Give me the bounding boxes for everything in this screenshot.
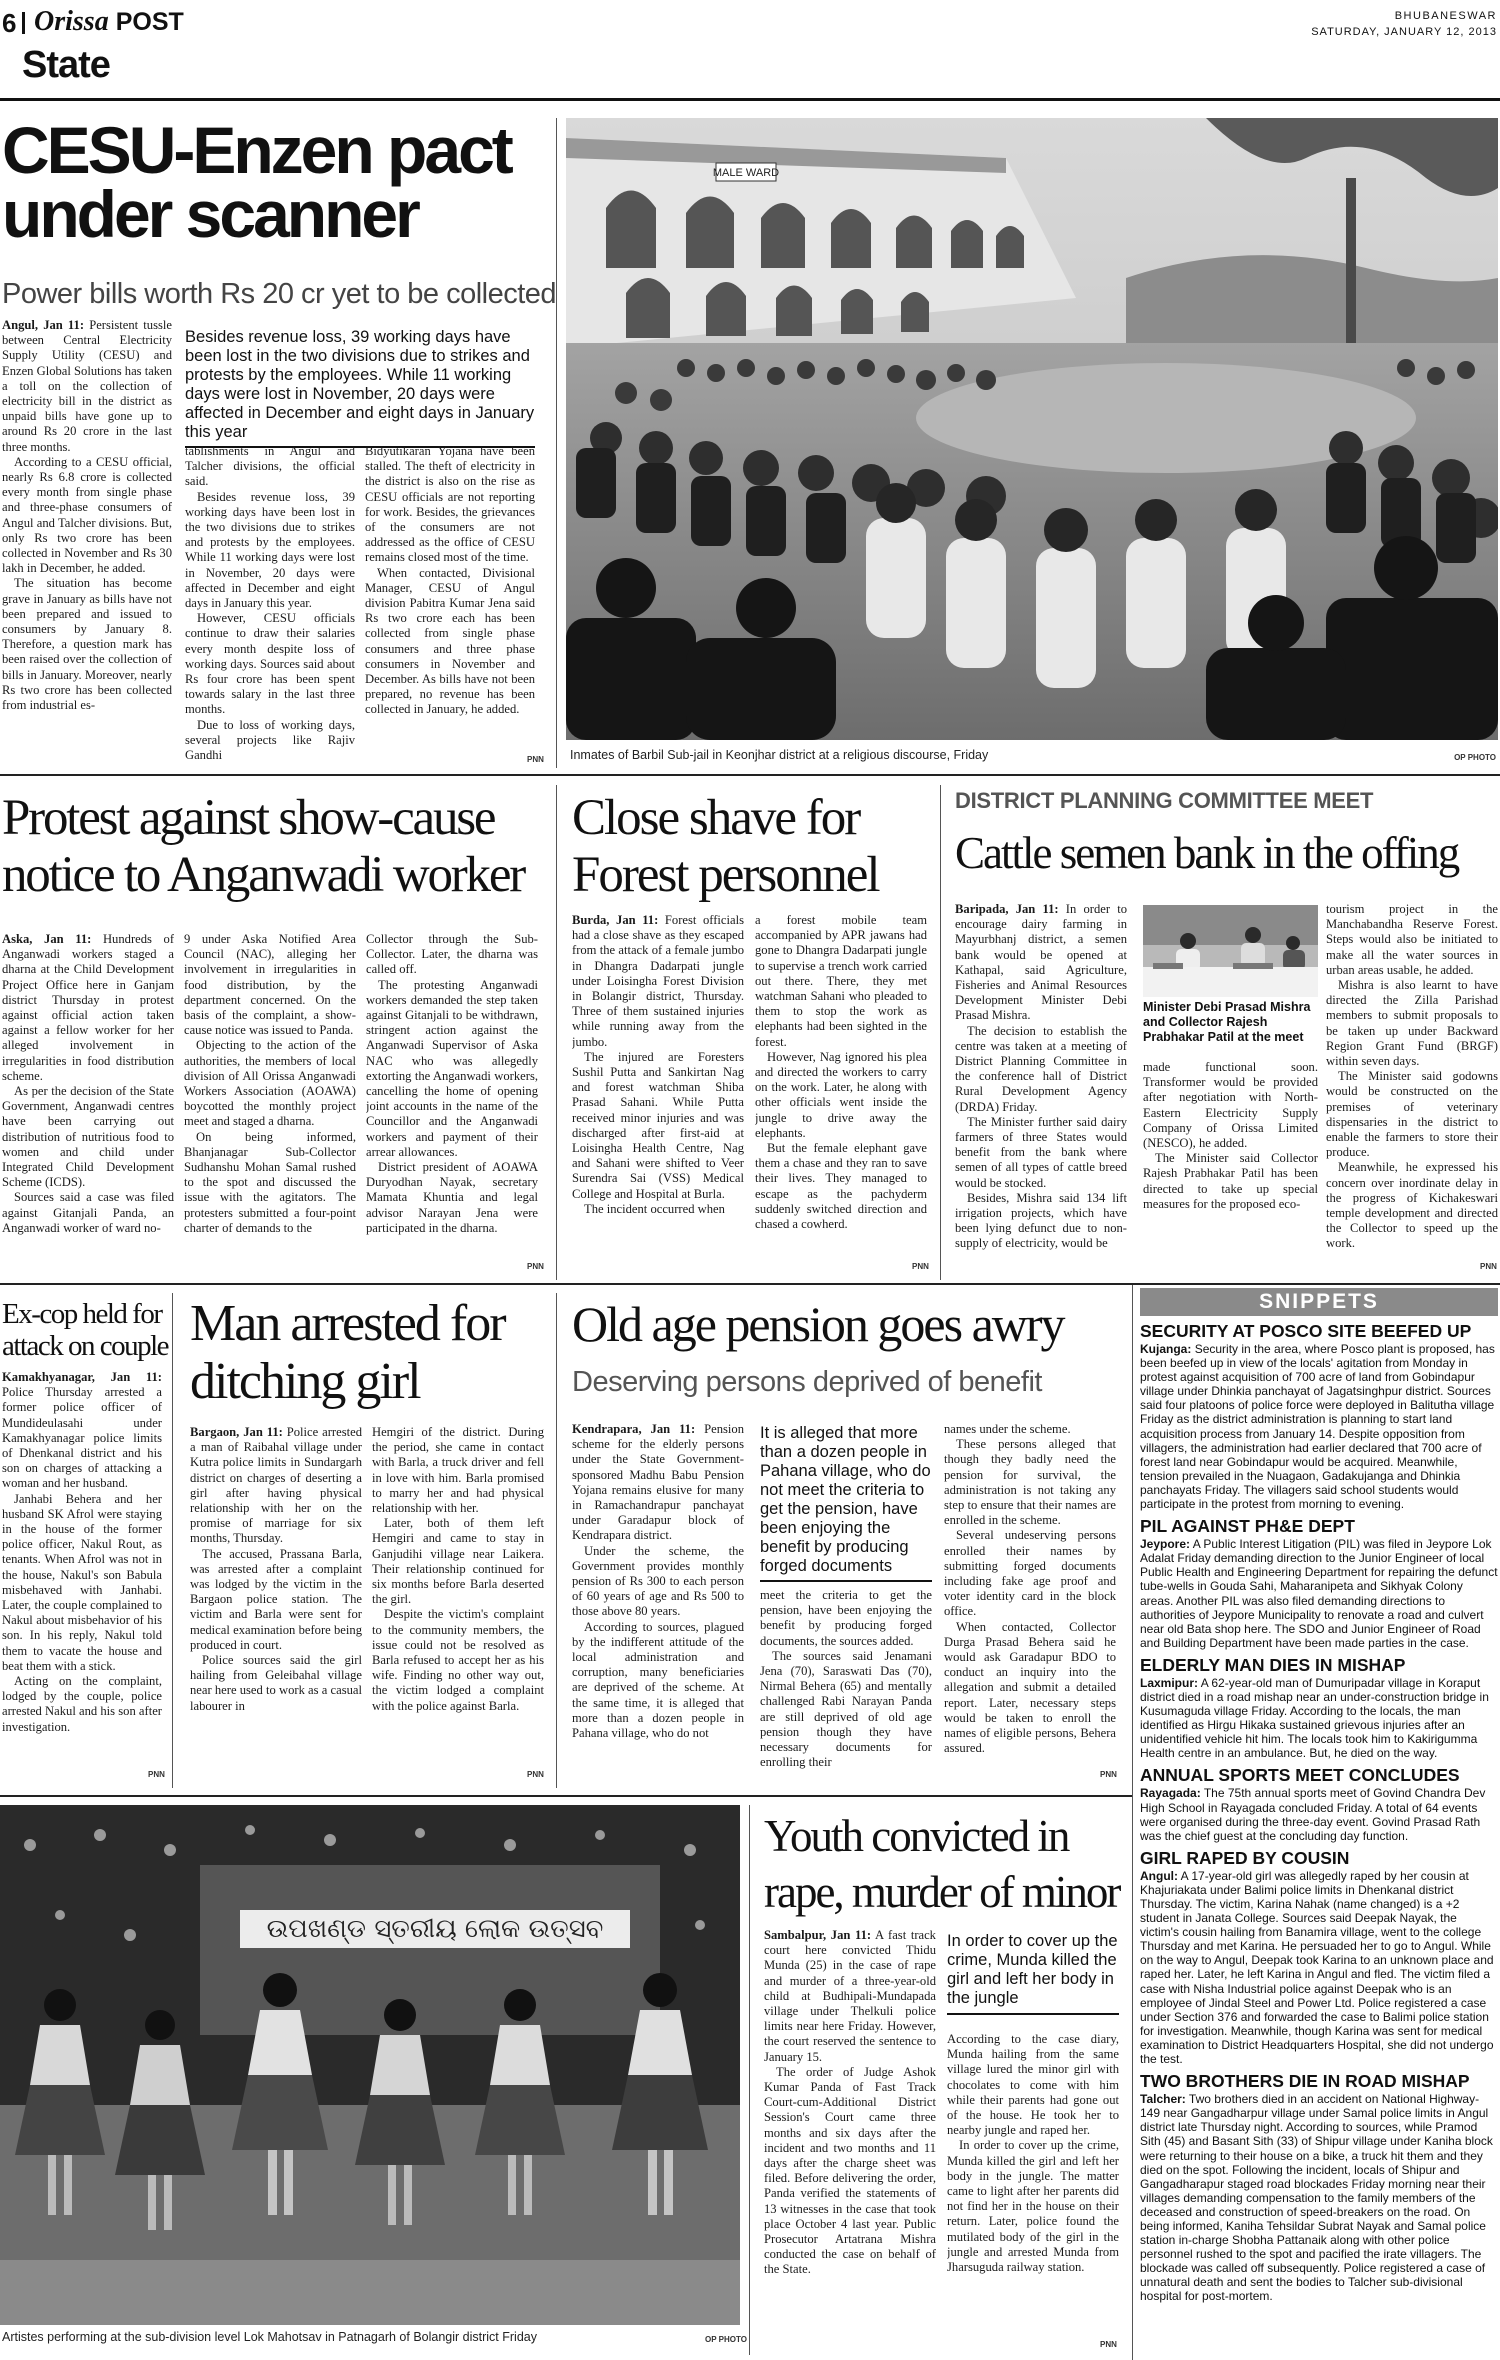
lead-headline-line2: under scanner xyxy=(2,177,418,251)
lead-credit: PNN xyxy=(527,755,544,764)
anganwadi-col1-text: Hundreds of Anganwadi workers staged a dharna at the Child Development Project Office here in Ganjam district Thursday in protest against official action taken against a fellow worker for her alleged involvement in irregularities in food distribution scheme. xyxy=(2,932,174,1083)
lead-col2-p4: Due to loss of working days, several projects like Rajiv Gandhi xyxy=(185,717,355,763)
snippet-text xyxy=(1140,1537,1498,1650)
masthead xyxy=(0,0,1500,100)
cattle-col3-p3: The Minister said godowns would be constructed on the premises of veterinary dispensaries in the district to enable the farmers to store their produce. xyxy=(1326,1069,1498,1160)
pension-col3-p1: names under the scheme. xyxy=(944,1422,1071,1436)
snippet-headline: PIL AGAINST PH&E DEPT xyxy=(1140,1516,1355,1537)
cattle-col3-p4: Meanwhile, he expressed his concern over inordinate delay in the progress of Kichakeswari temple development and directed the Collector to speed up the work. xyxy=(1326,1160,1498,1251)
snippet-text xyxy=(1140,1786,1498,1842)
dance-banner-text: ଉପଖଣ୍ଡ ସ୍ତରୀୟ ଲୋକ ଉତ୍ସବ xyxy=(266,1914,604,1944)
forest-credit: PNN xyxy=(912,1262,929,1271)
youth-dateline: Sambalpur, Jan 11: xyxy=(764,1928,872,1942)
dance-photo xyxy=(0,1805,740,2325)
anganwadi-headline-line2: notice to Anganwadi worker xyxy=(2,847,525,903)
snippet-body: A 62-year-old man of Dumuripadar village in Koraput district died in a road mishap near an under-construction bridge in Kusumaguda village Friday. According to the locals, the man identified as Hirgu Hikaka sustained grievous injuries after an unidentified vehicle hit him. The locals took him to Kakirigumma Health centre in an ambulance. But, he died on the way. xyxy=(1140,1675,1489,1761)
ditching-col-2 xyxy=(372,1425,544,1780)
snippets-list xyxy=(1140,1321,1498,2304)
forest-col-2 xyxy=(755,913,927,1271)
snippet-dateline: Laxmipur: xyxy=(1140,1675,1199,1690)
band4-divider xyxy=(749,1805,750,2355)
snippet-dateline: Talcher: xyxy=(1140,2092,1186,2107)
forest-col1-p1 xyxy=(572,913,744,1050)
cattle-kicker: DISTRICT PLANNING COMMITTEE MEET xyxy=(955,788,1374,813)
cattle-credit: PNN xyxy=(1480,1262,1497,1271)
excop-col1-p3: Acting on the complaint, lodged by the couple, police arrested Nakul and his son after investigation. xyxy=(2,1674,162,1734)
youth-col2-p2: In order to cover up the crime, Munda killed the girl and left her body in the jungle. The matter came to light after her parents did not find her in the house on their return. Later, police found the mutilated body of the girl in the jungle and arrested Munda from Jharsuguda railway station. xyxy=(947,2138,1119,2275)
snippet-item xyxy=(1140,1321,1498,1511)
pension-headline: Old age pension goes awry xyxy=(572,1296,1064,1352)
snippet-body: Two brothers died in an accident on National Highway-149 near Gangadharpur village under Samal police limits in Angul district late Thursday night. According to sources, while Pramod Sith (45) and Basant Sith (33) of Shipur village under Kaniha block were returning to their house on a bike, a truck hit them and they died on the spot. Following the incident, locals of Shipur and Gangadharapur staged road blockades Friday morning near their villages demanding compensation to the family members of the deceased and construction of speed-breakers on the road. On being informed, Kaniha Tehsildar Subrat Nayak and Samal police station in-charge Shobha Pattanaik along with other police personnel rushed to the spot and pacified the irate villagers. The blockade was called off subsequently. Police registered a case of unnatural death and sent the bodies to Talcher sub-divisional hospital for post-mortem. xyxy=(1140,2092,1493,2304)
pension-col1-p1 xyxy=(572,1422,744,1544)
lead-deck: Power bills worth Rs 20 cr yet to be collected xyxy=(2,278,557,310)
forest-dateline: Burda, Jan 11: xyxy=(572,913,659,927)
band3-divider-1 xyxy=(172,1293,173,1788)
band3-divider-2 xyxy=(556,1293,557,1788)
cattle-col-2 xyxy=(1143,1060,1318,1272)
cattle-col1-text: In order to encourage dairy farming in Mayurbhanj district, a semen bank would be opened at Kathapal, said Agriculture, Fisheries and Animal Resources Development Minister Debi Prasad Mishra. xyxy=(955,902,1127,1023)
snippet-item xyxy=(1140,2071,1498,2303)
snippet-text xyxy=(1140,1676,1498,1761)
paper-name-italic: Orissa xyxy=(34,6,109,37)
snippet-dateline: Angul: xyxy=(1140,1868,1178,1883)
cattle-col-1 xyxy=(955,902,1127,1272)
youth-headline-line2: rape, murder of minor xyxy=(764,1867,1120,1917)
band-rule-3 xyxy=(0,1795,1132,1797)
excop-dateline: Kamakhyanagar, Jan 11: xyxy=(2,1370,162,1384)
anganwadi-col1-p3: Sources said a case was filed against Gitanjali Panda, an Anganwadi worker of ward no- xyxy=(2,1190,174,1235)
lead-pull-quote: Besides revenue loss, 39 working days have been lost in the two divisions due to strikes and protests by the employees. While 11 working days were lost in November, 20 days were affected in December and eight days in January this year xyxy=(185,328,535,448)
youth-headline-line1: Youth convicted in xyxy=(764,1811,1069,1861)
ditching-dateline: Bargaon, Jan 11: xyxy=(190,1425,283,1439)
cattle-col-3 xyxy=(1326,902,1498,1272)
cattle-col1-p2: The decision to establish the centre was taken at a meeting of District Planning Committee in the conference hall of District Rural Development Agency (DRDA) Friday. xyxy=(955,1023,1127,1114)
section-title: State xyxy=(22,44,110,86)
snippet-dateline: Jeypore: xyxy=(1140,1537,1191,1552)
snippet-item xyxy=(1140,1848,1498,2066)
band2-divider-2 xyxy=(940,785,941,1280)
cattle-col1-p4: Besides, Mishra said 134 lift irrigation projects, which have been lying defunct due to non-supply of electricity, would be xyxy=(955,1190,1127,1251)
lead-col1-text: Persistent tussle between Central Electricity Supply Utility (CESU) and Enzen Global Solutions has taken a toll on the collection of electricity bill in the district as unpaid bills have gone up to around Rs 20 crore in the last three months. xyxy=(2,318,172,454)
lead-col-3 xyxy=(365,444,535,763)
anganwadi-col-2 xyxy=(184,932,356,1272)
cattle-photo-caption: Minister Debi Prasad Mishra and Collector Rajesh Prabhakar Patil at the meet xyxy=(1143,1000,1311,1044)
ditching-col1-text: Police arrested a man of Raibahal village under Kutra police limits in Sundargarh district on charges of deserting a girl after having physical relationship with her on the promise of marriage for six months, Thursday. xyxy=(190,1425,362,1546)
cattle-dateline: Baripada, Jan 11: xyxy=(955,902,1059,916)
excop-headline-line2: attack on couple xyxy=(2,1330,169,1362)
pension-dateline: Kendrapara, Jan 11: xyxy=(572,1422,696,1436)
paper-name xyxy=(34,6,184,38)
ditching-col2-p3: Despite the victim's complaint to the community members, the issue could not be resolved as Barla refused to accept her as his wife. Finding no other way out, the victim lodged a complaint with the police against Barla. xyxy=(372,1607,544,1713)
cattle-col3-p2: Mishra is also learnt to have directed the Zilla Parishad members to submit proposals to be taken up under Backward Region Grant Fund (BRGF) within seven days. xyxy=(1326,978,1498,1069)
anganwadi-col2-p3: On being informed, Bhanjanagar Sub-Collector Sudhanshu Mohan Samal rushed to the spot and discussed the issue with the agitators. The protesters submitted a four-point charter of demands to the xyxy=(184,1129,356,1235)
page-number: 6 xyxy=(2,8,17,38)
masthead-divider xyxy=(22,12,25,34)
pension-col1-p2: Under the scheme, the Government provides monthly pension of Rs 300 to each person of 60 years of age and Rs 500 to those above 80 years. xyxy=(572,1543,744,1619)
snippet-dateline: Rayagada: xyxy=(1140,1786,1201,1801)
forest-col2-p1: a forest mobile team accompanied by APR jawans had gone to Dhangra Dadarpati jungle to supervise a trench work carried out there. There, they met watchman Sahani who pleaded to them to stop the work as elephants had been sighted in the forest. xyxy=(755,913,927,1049)
pension-credit: PNN xyxy=(1100,1770,1117,1779)
band2-divider-1 xyxy=(556,785,557,1280)
anganwadi-col3-p3: District president of AOAWA Duryodhan Nayak, secretary Mamata Khuntia and legal advisor Narayan Jena were participated in the dharna. xyxy=(366,1160,538,1235)
ditching-col2-p1: Hemgiri of the district. During the period, she came in contact with Barla, a truck driver and fell in love with him. Barla promised to marry her and had physical relationship with her. xyxy=(372,1425,544,1516)
pension-col2-p2: The sources said Jenamani Jena (70), Saraswati Das (70), Nirmal Behera (65) and mentally challenged Rabi Narayan Panda are still deprived of old age pension though they have necessary documents for enrolling their xyxy=(760,1648,932,1770)
forest-col1-text: Forest officials had a close shave as they escaped from the attack of a female jumbo in Dhangra Dadarpati jungle under Loisingha Forest Division in Bolangir district, Thursday. Three of them sustained injuries while running away from the jumbo. xyxy=(572,913,744,1049)
anganwadi-col3-p2: The protesting Anganwadi workers demanded the step taken against Gitanjali to be withdrawn, stringent action against the Anganwadi Supervisor of Aska NAC who was allegedly extorting the Anganwadi workers, cancelling the home of opening joint accounts in the name of the Councillor and the Anganwadi workers and payment of their arrear allowances. xyxy=(366,977,538,1159)
forest-col-1 xyxy=(572,913,744,1271)
cattle-col2-p1: made functional soon. Transformer would be provided after negotiation with North-Eastern Electricity Supply Company of Orissa Limited (NESCO), he added. xyxy=(1143,1060,1318,1151)
forest-col2-p2: However, Nag ignored his plea and directed the workers to carry on the work. Later, he along with other officials went inside the jungle to drive away the elephants. xyxy=(755,1049,927,1140)
pension-deck: Deserving persons deprived of benefit xyxy=(572,1366,1042,1398)
pension-col1-p3: According to sources, plagued by the indifferent attitude of the local administration and corruption, many beneficiaries are deprived of the scheme. At the same time, it is alleged that more than a dozen people in Pahana village, who do not xyxy=(572,1619,744,1741)
snippet-item xyxy=(1140,1655,1498,1761)
lead-col2-p2: Besides revenue loss, 39 working days have been lost in the two divisions due to strikes and protests by the employees. While 11 working days were lost in November, 20 days were affected in December and eight days in January this year. xyxy=(185,489,355,611)
lead-headline-line1: CESU-Enzen pact xyxy=(2,113,511,187)
cattle-photo xyxy=(1143,905,1318,997)
youth-pull-quote: In order to cover up the crime, Munda killed the girl and left her body in the jungle xyxy=(947,1932,1119,2015)
lead-col2-p1: tablishments in Angul and Talcher divisions, the official said. xyxy=(185,444,355,489)
lead-photo-credit: OP PHOTO xyxy=(1454,753,1496,762)
lead-headline xyxy=(2,113,511,251)
band-rule-1 xyxy=(0,774,1500,776)
ditching-col2-p2: Later, both of them left Hemgiri and came to stay in Ganjudihi village near Laikera. Their relationship continued for six months before Barla deserted the girl. xyxy=(372,1516,544,1607)
ditching-col1-p3: Police sources said the girl hailing from Geleibahal village near here used to work as a casual labourer in xyxy=(190,1653,362,1713)
lead-col2-p3: However, CESU officials continue to draw their salaries every month despite loss of working days. Sources said about Rs four crore has been spent towards salary in the last three months. xyxy=(185,611,355,717)
lead-col-2 xyxy=(185,444,355,763)
city-name: BHUBANESWAR xyxy=(1394,10,1497,22)
excop-headline-line1: Ex-cop held for xyxy=(2,1298,162,1330)
prison-courtyard-illustration xyxy=(566,118,1498,740)
snippets-panel xyxy=(1140,1288,1498,2358)
youth-col-1 xyxy=(764,1928,936,2348)
cattle-col3-p1: tourism project in the Manchabandha Reserve Forest. Steps would also be initiated to make all the water sources in urban areas usable, he added. xyxy=(1326,902,1498,977)
anganwadi-col1-p2: As per the decision of the State Government, Anganwadi centres have been carrying out distribution of nutritious food to women and child under Integrated Child Development Scheme (ICDS). xyxy=(2,1084,174,1190)
excop-col1-text: Police Thursday arrested a former police officer of Mundideulasahi under Kamakhyanagar police limits of Dhenkanal district and his son on charges of attacking a woman and her husband. xyxy=(2,1385,162,1491)
snippets-divider xyxy=(1132,1285,1133,2360)
forest-headline-line1: Close shave for xyxy=(572,790,860,846)
masthead-rule xyxy=(0,98,1500,101)
snippet-headline: ELDERLY MAN DIES IN MISHAP xyxy=(1140,1654,1406,1675)
pension-col3-p4: When contacted, Collector Durga Prasad Behera said he would ask Garadapur BDO to conduct an inquiry into the allegation and submit a detailed report. Later, necessary steps would be taken to enroll the names of eligible persons, Behera assured. xyxy=(944,1619,1116,1756)
snippet-headline: SECURITY AT POSCO SITE BEEFED UP xyxy=(1140,1321,1472,1341)
forest-col1-p3: The incident occurred when xyxy=(584,1201,725,1216)
lead-col1-p2: According to a CESU official, nearly Rs 6.8 crore is collected every month from single phase and three-phase consumers of Angul and Talcher divisions. But, only Rs two crore has been collected in November and Rs 30 lakh in December, he added. xyxy=(2,454,172,576)
anganwadi-col-1 xyxy=(2,932,174,1272)
pension-col-2 xyxy=(760,1588,932,1780)
ditching-headline-line1: Man arrested for xyxy=(190,1295,505,1352)
lead-photo xyxy=(566,118,1498,740)
lead-col-1 xyxy=(2,318,172,763)
snippet-body: The 75th annual sports meet of Govind Chandra Dev High School in Rayagada concluded Friday. A total of 64 events were organised during the three-day event. Govind Prasad Rath was the chief guest at the concluding day function. xyxy=(1140,1786,1486,1843)
snippet-item xyxy=(1140,1516,1498,1650)
lead-col3-p1: Bidyutikaran Yojana have been stalled. The theft of electricity in the district is also on the rise as CESU officials are not reporting for work. Besides, the grievances of the consumers are not addressed as the office of CESU remains closed most of the time. xyxy=(365,444,535,565)
cattle-col2-p2: The Minister said Collector Rajesh Prabhakar Patil has been directed to take up special measures for the proposed eco- xyxy=(1143,1151,1318,1211)
snippet-text xyxy=(1140,2092,1498,2303)
excop-col1-p1 xyxy=(2,1370,162,1492)
snippet-headline: ANNUAL SPORTS MEET CONCLUDES xyxy=(1140,1765,1460,1786)
youth-credit: PNN xyxy=(1100,2340,1117,2349)
youth-col2-p1: According to the case diary, Munda hailing from the same village lured the minor girl with chocolates to come with him while their parents had gone out of the house. He took her to nearby jungle and raped her. xyxy=(947,2032,1119,2138)
ditching-headline xyxy=(190,1295,505,1411)
snippet-dateline: Kujanga: xyxy=(1140,1342,1192,1356)
snippet-body: A Public Interest Litigation (PIL) was filed in Jeypore Lok Adalat Friday demanding direction to the Junior Engineer of local Public Health and Engineering Department for repairing the defunct tube-wells in Gouda Sahi, Maharanipeta and Sikhyak Colony areas. Another PIL was also filed demanding directions to authorities of Jeypore Municipality to renovate a road and culvert near old Bata shop here. The SDO and Junior Engineer of Road and Building Department have been made parties in the case. xyxy=(1140,1537,1498,1650)
lead-col1-p3: The situation has become grave in January as bills have not been prepared and issued to consumers by January 8. Therefore, a question mark has been raised over the collection of bills in January. Moreover, nearly Rs two crore has been collected from industrial es- xyxy=(2,576,172,713)
pension-pull-quote: It is alleged that more than a dozen people in Pahana village, who do not meet the criteria to get the pension, have been enjoying the benefit by producing forged documents xyxy=(760,1424,932,1582)
youth-col1-p2: The order of Judge Ashok Kumar Panda of Fast Track Court-cum-Additional District Session's Court came three months and six days after the incident and two months and 11 days after the charge sheet was filed. Before delivering the order, Panda verified the statements of 13 witnesses in the case that took place October 4 last year. Public Prosecutor Artatrana Mishra conducted the case on behalf of the State. xyxy=(764,2064,936,2277)
snippet-body: Security in the area, where Posco plant is proposed, has been beefed up in view of the locals' agitation from Monday in protest against acquisition of 700 acre of land from Gobindapur village under Dhinkia panchayat of Jagatsinghpur district. Sources said four platoons of police force were deployed in Balitutha village Friday as the district administration is planning to start land acquisition process from January 14. Despite opposition from villagers, the administration had earlier declared that 700 acre of forest land near Gobindapur would be acquired. Meanwhile, tension prevailed in the Nuagaon, Gadakujanga and Dhinkia panchayats Friday. The villagers said school students would participate in the protest from morning to evening. xyxy=(1140,1342,1495,1512)
anganwadi-headline-line1: Protest against show-cause xyxy=(2,790,495,846)
snippet-text xyxy=(1140,1342,1498,1511)
snippet-body: A 17-year-old girl was allegedly raped by her cousin at Khajuriakata under Balimi police limits in Dhenkanal district Thursday. The victim, Karina Nahak (name changed) is a +2 student in Janata College. Sources said Deepak Nayak, the victim's cousin hailing from Banamira village, went to the college Thursday and met Karina. He persuaded her to go to Angul. While on the way to Angul, Deepak took Karina to an unknown place and raped her. Later, he left Karina in Angul and fled. The victim filed a case with Nisha Industrial police against Deepak who is an employee of Jindal Steel and Power Ltd. Police registered a case under Section 376 and forwarded the case to Balimi police station for investigation. Meanwhile, though Karina was sent for medical examination to District Headquarters Hospital, she did not undergo the test. xyxy=(1140,1868,1494,2067)
dance-performance-illustration xyxy=(0,1805,740,2325)
ditching-col-1 xyxy=(190,1425,362,1780)
youth-col1-text: A fast track court here convicted Thidu Munda (25) in the case of rape and murder of a three-year-old child at Budhipali-Mundapada village under Thelkuli police limits near here Friday. However, the court reserved the sentence to January 15. xyxy=(764,1928,936,2064)
lead-col3-p2: When contacted, Divisional Manager, CESU of Angul division Pabitra Kumar Jena said Rs two crore each has been collected from single phase consumers and three phase consumers in November and December. As bills have not been prepared, no revenue has been collected in January, he added. xyxy=(365,565,535,717)
issue-date: SATURDAY, JANUARY 12, 2013 xyxy=(1311,26,1497,38)
cattle-headline: Cattle semen bank in the offing xyxy=(955,828,1459,878)
snippet-headline: TWO BROTHERS DIE IN ROAD MISHAP xyxy=(1140,2071,1470,2092)
forest-col1-p2: The injured are Foresters Sushil Putta and Sankirtan Nag and forest watchman Shiba Prasad Sahani. While Putta received minor injuries and was discharged after first-aid at Loisingha Health Centre, Nag and Sahani were shifted to Veer Surendra Sai (VSS) Medical College and Hospital at Burla. xyxy=(572,1049,744,1201)
paper-name-bold: POST xyxy=(115,8,184,36)
anganwadi-col2-p1: 9 under Aska Notified Area Council (NAC), alleging her involvement in irregularities in food distribution, by the department concerned. On the basis of the complaint, a show-cause notice was issued to Panda. xyxy=(184,932,356,1038)
cattle-col1-p3: The Minister further said dairy farmers of three States would benefit from the bank where semen of all types of cattle breed would be stocked. xyxy=(955,1114,1127,1190)
excop-col-1 xyxy=(2,1370,162,1780)
anganwadi-col1-p1 xyxy=(2,932,174,1084)
dance-photo-caption: Artistes performing at the sub-division level Lok Mahotsav in Patnagarh of Bolangir district Friday xyxy=(2,2330,537,2344)
pension-col3-p2: These persons alleged that though they badly need the pension for survival, the administration is not taking any step to ensure that their names are enrolled in the scheme. xyxy=(944,1437,1116,1528)
snippet-item xyxy=(1140,1765,1498,1842)
anganwadi-col-3 xyxy=(366,932,538,1272)
anganwadi-credit: PNN xyxy=(527,1262,544,1271)
youth-headline xyxy=(764,1808,1119,1920)
pension-col2-p1: meet the criteria to get the pension, have been enjoying the benefit by producing forged documents, the sources added. xyxy=(760,1588,932,1648)
meeting-illustration xyxy=(1143,905,1318,997)
ditching-col1-p1 xyxy=(190,1425,362,1547)
band-rule-2 xyxy=(0,1283,1500,1285)
anganwadi-col3-p1: Collector through the Sub-Collector. Later, the dharna was called off. xyxy=(366,932,538,977)
forest-headline-line2: Forest personnel xyxy=(572,847,879,903)
snippets-title: SNIPPETS xyxy=(1140,1288,1498,1316)
pension-col-1 xyxy=(572,1422,744,1780)
lead-photo-caption: Inmates of Barbil Sub-jail in Keonjhar district at a religious discourse, Friday xyxy=(570,748,989,762)
ditching-credit: PNN xyxy=(527,1770,544,1779)
youth-col-2 xyxy=(947,2032,1119,2348)
pension-col3-p3: Several undeserving persons enrolled their names by submitting forged documents including fake age proof and voter identity card in the block office. xyxy=(944,1528,1116,1619)
pension-col1-text: Pension scheme for the elderly persons under the State Government-sponsored Madhu Babu Pension Yojana remains elusive for many in Ramachandrapur panchayat under Garadapur block of Kendrapara district. xyxy=(572,1422,744,1543)
cattle-col1-p1 xyxy=(955,902,1127,1024)
snippet-text xyxy=(1140,1869,1498,2066)
dance-photo-credit: OP PHOTO xyxy=(705,2335,747,2344)
ditching-headline-line2: ditching girl xyxy=(190,1353,420,1410)
anganwadi-headline xyxy=(2,790,524,904)
lead-dateline: Angul, Jan 11: xyxy=(2,318,85,332)
anganwadi-col2-p2: Objecting to the action of the authorities, the members of local division of All Orissa Anganwadi Workers Association (AOAWA) boycotted the monthly project meet and staged a dharna. xyxy=(184,1038,356,1129)
lead-col1-p1 xyxy=(2,318,172,455)
excop-headline xyxy=(2,1298,168,1362)
pension-col-3 xyxy=(944,1422,1116,1780)
snippet-headline: GIRL RAPED BY COUSIN xyxy=(1140,1847,1350,1868)
ditching-col1-p2: The accused, Prassana Barla, was arrested after a complaint was lodged by the victim in the Bargaon police station. The victim and Barla were sent for medical examination before being produced in court. xyxy=(190,1546,362,1652)
excop-credit: PNN xyxy=(148,1770,165,1779)
youth-col1-p1 xyxy=(764,1928,936,2065)
forest-headline xyxy=(572,790,879,904)
photo-sign-text: MALE WARD xyxy=(712,167,780,179)
lead-divider xyxy=(556,118,557,768)
forest-col2-p3: But the female elephant gave them a chase and they ran to save their lives. They managed to escape as the pachyderm suddenly switched direction and chased a cowherd. xyxy=(755,1141,927,1232)
excop-col1-p2: Janhabi Behera and her husband SK Afrol were staying in the house of the former police officer, Nakul Rout, as tenants. When Afrol was not in the house, Nakul's son Babula misbehaved with Janhabi. Later, the couple complained to Nakul about misbehavior of his son. In his reply, Nakul told them to vacate the house and beat them with a stick. xyxy=(2,1491,162,1673)
anganwadi-dateline: Aska, Jan 11: xyxy=(2,932,92,946)
